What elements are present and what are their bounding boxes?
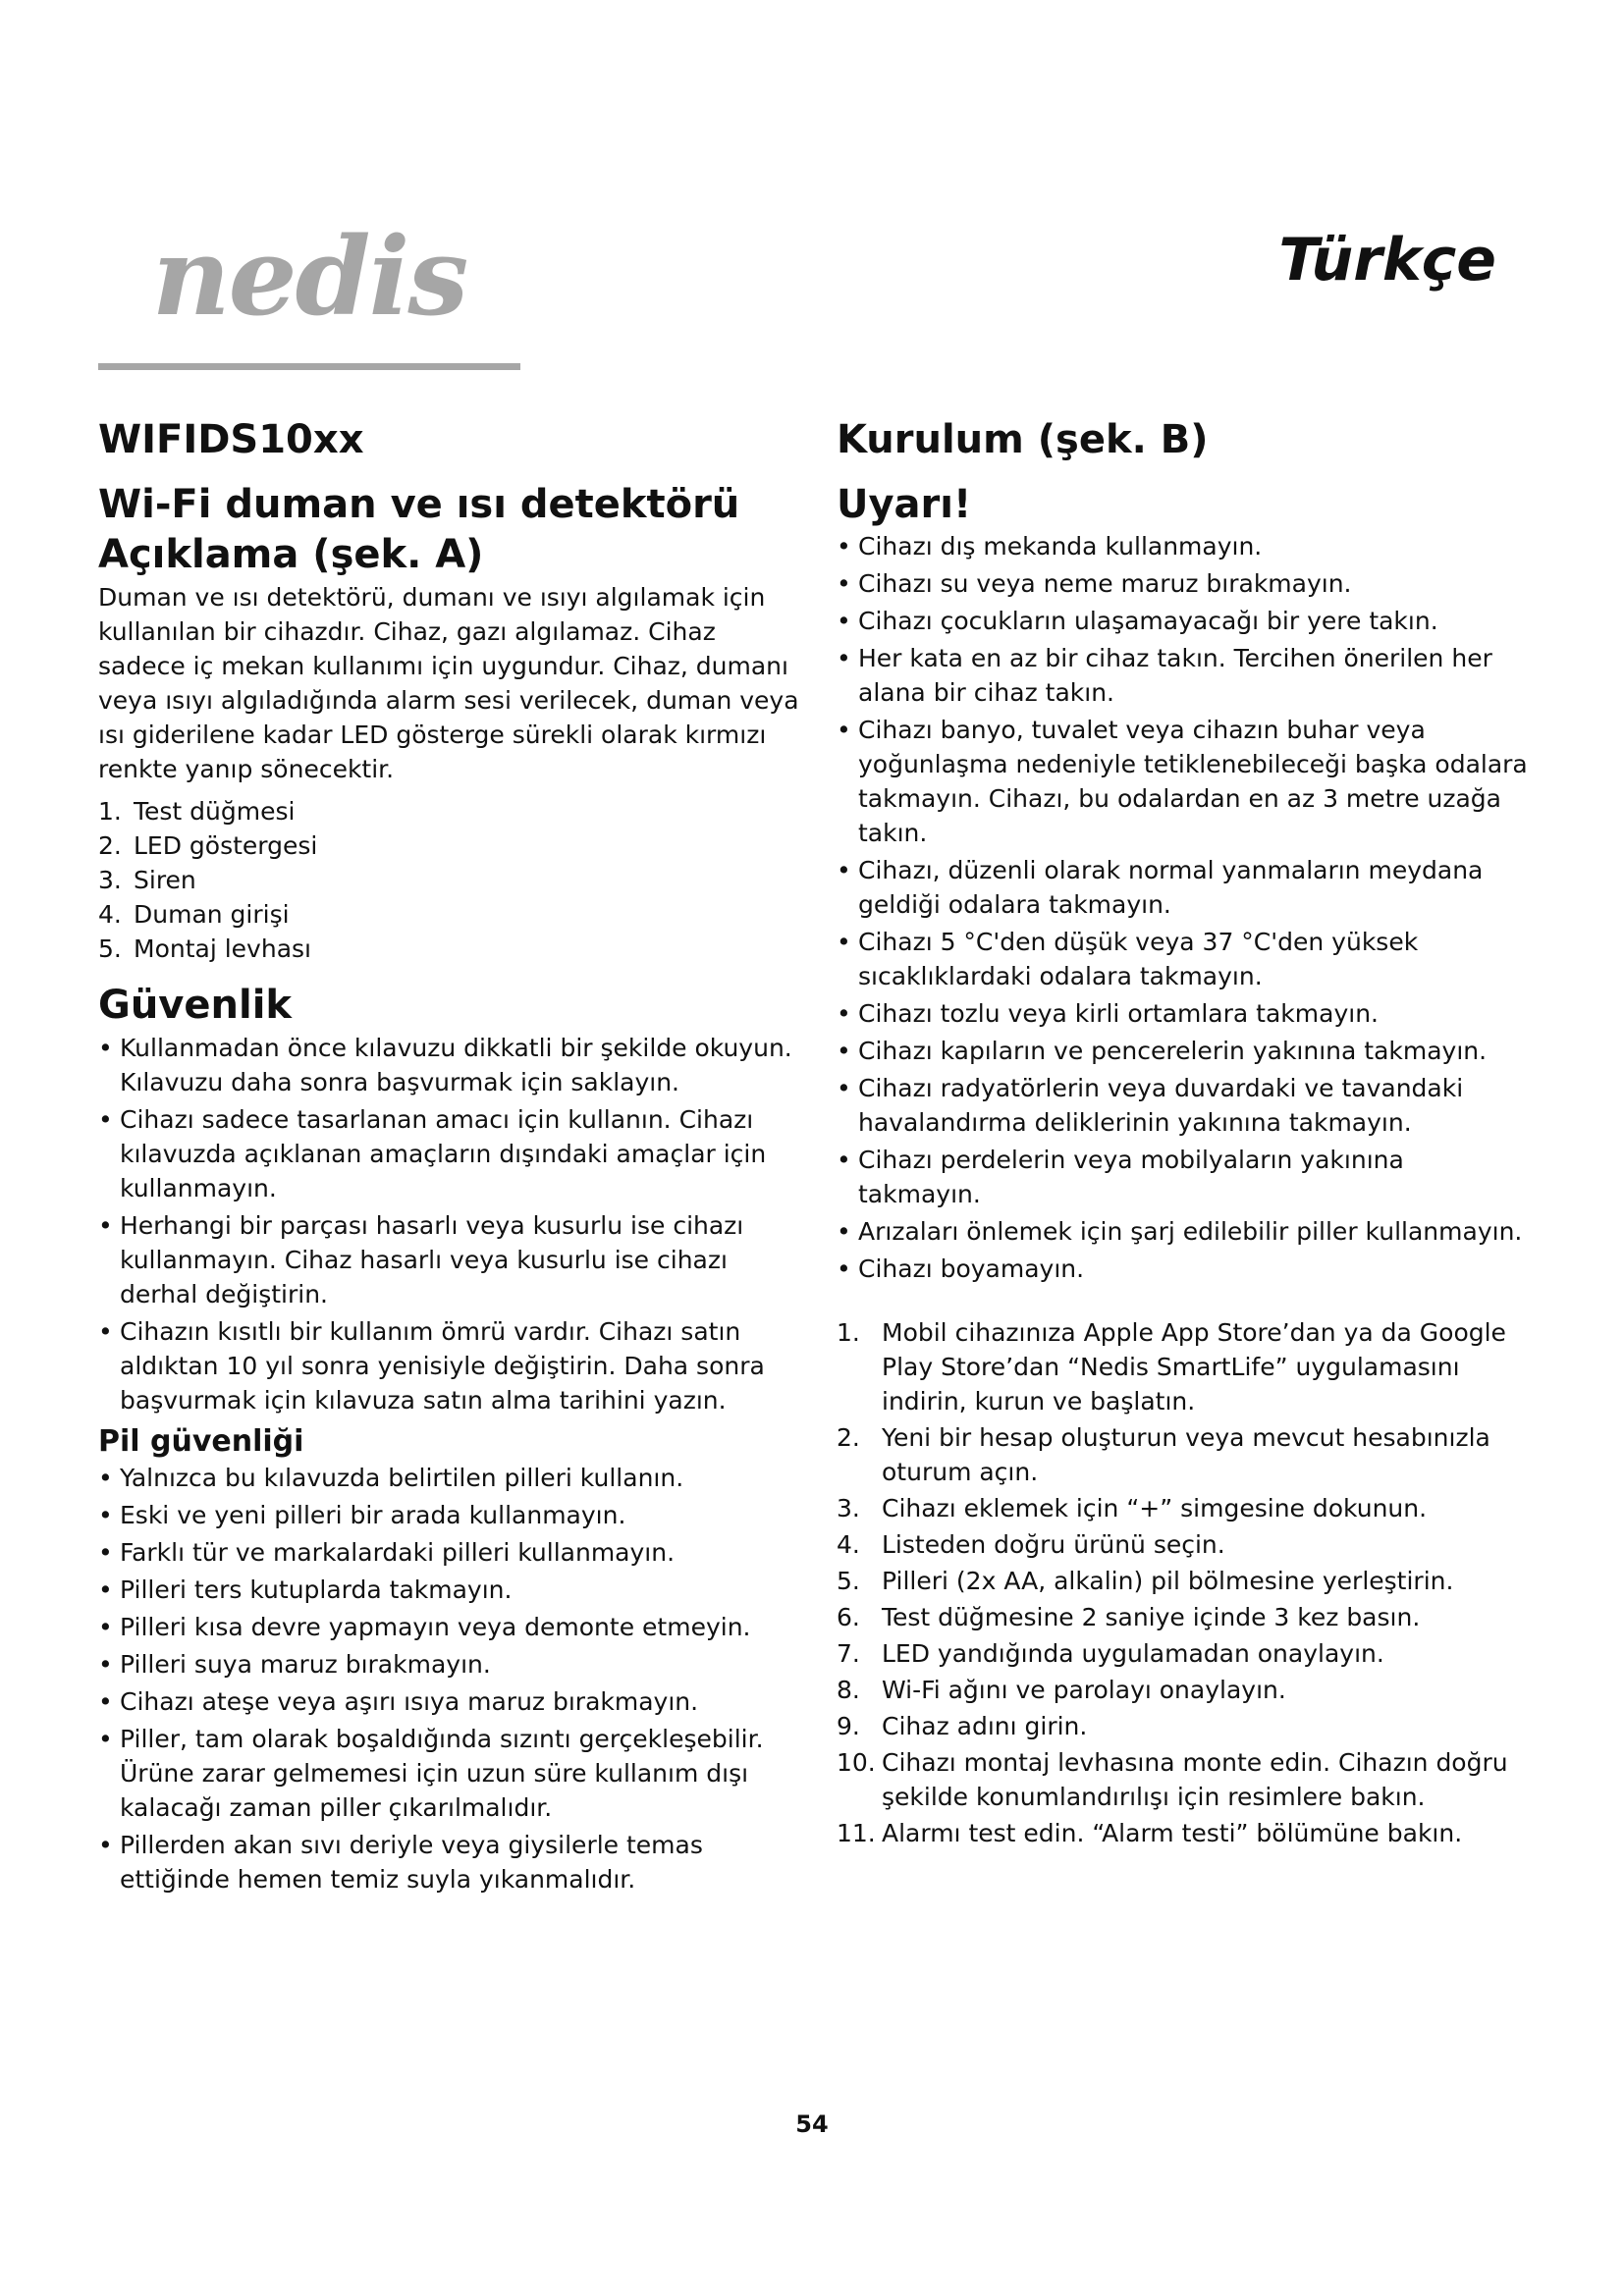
step-number: 1. [837,1318,860,1347]
item-text: Cihazı kapıların ve pencerelerin yakınına takmayın. [858,1037,1488,1065]
battery-item [98,1573,807,1607]
step-item [837,1816,1534,1850]
item-text: Cihazı, düzenli olarak normal yanmaların meydana geldiği odalara takmayın. [858,856,1484,919]
item-text: Cihazı banyo, tuvalet veya cihazın buhar veya yoğunlaşma nedeniyle tetiklenebileceği başka odalara takmayın. Cihazı, bu odalardan en az 3 metre uzağa takın. [858,716,1528,847]
parts-item [98,863,807,897]
item-text: Montaj levhası [134,934,311,963]
step-number: 11. [837,1819,876,1847]
step-item [837,1420,1534,1489]
warning-item [837,1034,1534,1068]
parts-item [98,932,807,966]
product-title: Wi-Fi duman ve ısı detektörü [98,482,740,527]
bullet-icon: • [98,1650,113,1679]
installation-steps [837,1315,1534,1850]
warning-list [837,529,1534,1286]
battery-item [98,1684,807,1719]
warning-item [837,925,1534,993]
bullet-icon: • [98,1831,113,1859]
battery-item [98,1722,807,1825]
bullet-icon: • [837,1217,851,1246]
parts-list [98,794,807,966]
item-text: Cihazı boyamayın. [858,1255,1085,1283]
bullet-icon: • [837,928,851,956]
safety-item [98,1208,807,1311]
step-item [837,1709,1534,1743]
step-number: 3. [837,1494,860,1522]
step-item [837,1315,1534,1418]
step-text: Test düğmesine 2 saniye içinde 3 kez basın. [882,1603,1421,1631]
parts-item [98,794,807,828]
step-item [837,1673,1534,1707]
item-text: Cihazı 5 °C'den düşük veya 37 °C'den yüksek sıcaklıklardaki odalara takmayın. [858,928,1419,990]
language-title: Türkçe [1278,226,1496,294]
item-number: 3. [98,866,122,894]
step-number: 4. [837,1530,860,1559]
step-item [837,1527,1534,1562]
battery-item [98,1610,807,1644]
item-text: Cihazın kısıtlı bir kullanım ömrü vardır. Cihazı satın aldıktan 10 yıl sonra yenisiyle değiştirin. Daha sonra başvurmak için kılavuza satın alma tarihini yazın. [120,1317,765,1415]
warning-item [837,713,1534,850]
logo-text: nedis [151,213,467,340]
item-text: LED göstergesi [134,831,318,860]
bullet-icon: • [98,1105,113,1134]
step-item [837,1491,1534,1525]
step-text: Cihazı montaj levhasına monte edin. Cihazın doğru şekilde konumlandırılışı için resimlere bakın. [882,1748,1508,1811]
bullet-icon: • [98,1211,113,1240]
warning-item [837,1214,1534,1249]
step-text: Mobil cihazınıza Apple App Store’dan ya da Google Play Store’dan “Nedis SmartLife” uygulamasını indirin, kurun ve başlatın. [882,1318,1506,1415]
step-number: 6. [837,1603,860,1631]
safety-item [98,1031,807,1099]
description-heading: Açıklama (şek. A) [98,532,484,577]
item-number: 5. [98,934,122,963]
bullet-icon: • [837,856,851,884]
item-text: Cihazı ateşe veya aşırı ısıya maruz bırakmayın. [120,1687,699,1716]
bullet-icon: • [98,1613,113,1641]
warning-item [837,641,1534,710]
item-text: Test düğmesi [134,797,296,826]
item-text: Her kata en az bir cihaz takın. Tercihen önerilen her alana bir cihaz takın. [858,644,1492,707]
warning-item [837,853,1534,922]
battery-item [98,1828,807,1896]
battery-item [98,1647,807,1682]
parts-item [98,828,807,863]
item-text: Yalnızca bu kılavuzda belirtilen pilleri kullanın. [120,1464,684,1492]
warning-item [837,1143,1534,1211]
step-item [837,1600,1534,1634]
bullet-icon: • [98,1575,113,1604]
page-number: 54 [795,2110,829,2138]
safety-list [98,1031,807,1417]
bullet-icon: • [98,1464,113,1492]
warning-item [837,566,1534,601]
description-text: Duman ve ısı detektörü, dumanı ve ısıyı algılamak için kullanılan bir cihazdır. Cihaz, gazı algılamaz. Cihaz sadece iç mekan kullanımı için uygundur. Cihaz, dumanı veya ısıyı algıladığında alarm sesi verilecek, duman veya ısı giderilene kadar LED gösterge sürekli olarak kırmızı renkte yanıp sönecektir. [98,583,799,783]
step-text: Yeni bir hesap oluşturun veya mevcut hesabınızla oturum açın. [882,1423,1490,1486]
bullet-icon: • [837,532,851,561]
step-number: 2. [837,1423,860,1452]
warning-item [837,996,1534,1031]
model-number: WIFIDS10xx [98,417,364,462]
bullet-icon: • [837,569,851,598]
item-number: 2. [98,831,122,860]
step-number: 7. [837,1639,860,1668]
bullet-icon: • [98,1317,113,1346]
bullet-icon: • [837,607,851,635]
step-text: Cihazı eklemek için “+” simgesine dokunun. [882,1494,1428,1522]
step-number: 8. [837,1676,860,1704]
safety-heading: Güvenlik [98,983,293,1028]
step-number: 10. [837,1748,876,1777]
item-number: 1. [98,797,122,826]
battery-safety-heading: Pil güvenliği [98,1424,304,1459]
step-text: LED yandığında uygulamadan onaylayın. [882,1639,1384,1668]
item-text: Arızaları önlemek için şarj edilebilir piller kullanmayın. [858,1217,1523,1246]
item-text: Herhangi bir parçası hasarlı veya kusurlu ise cihazı kullanmayın. Cihaz hasarlı veya kusurlu ise cihazı derhal değiştirin. [120,1211,744,1308]
right-column [837,407,1534,1852]
left-column [98,407,807,1899]
item-text: Cihazı radyatörlerin veya duvardaki ve tavandaki havalandırma deliklerinin yakınına takmayın. [858,1074,1464,1137]
warning-item [837,1071,1534,1140]
item-number: 4. [98,900,122,929]
item-text: Cihazı sadece tasarlanan amacı için kullanın. Cihazı kılavuzda açıklanan amaçların dışındaki amaçlar için kullanmayın. [120,1105,767,1202]
warning-item [837,1252,1534,1286]
item-text: Cihazı çocukların ulaşamayacağı bir yere takın. [858,607,1438,635]
battery-item [98,1498,807,1532]
battery-item [98,1461,807,1495]
bullet-icon: • [98,1687,113,1716]
battery-safety-list [98,1461,807,1896]
bullet-icon: • [98,1501,113,1529]
bullet-icon: • [837,1146,851,1174]
step-text: Pilleri (2x AA, alkalin) pil bölmesine yerleştirin. [882,1567,1454,1595]
nedis-logo [98,213,520,375]
item-text: Cihazı perdelerin veya mobilyaların yakınına takmayın. [858,1146,1404,1208]
safety-item [98,1102,807,1205]
battery-item [98,1535,807,1570]
bullet-icon: • [837,999,851,1028]
bullet-icon: • [837,716,851,744]
item-text: Kullanmadan önce kılavuzu dikkatli bir şekilde okuyun. Kılavuzu daha sonra başvurmak için saklayın. [120,1034,792,1096]
bullet-icon: • [837,1074,851,1102]
item-text: Cihazı tozlu veya kirli ortamlara takmayın. [858,999,1379,1028]
bullet-icon: • [98,1725,113,1753]
step-text: Alarmı test edin. “Alarm testi” bölümüne bakın. [882,1819,1463,1847]
bullet-icon: • [98,1538,113,1567]
item-text: Pilleri ters kutuplarda takmayın. [120,1575,513,1604]
safety-item [98,1314,807,1417]
step-text: Listeden doğru ürünü seçin. [882,1530,1225,1559]
step-item [837,1745,1534,1814]
item-text: Pilleri suya maruz bırakmayın. [120,1650,491,1679]
warning-item [837,604,1534,638]
bullet-icon: • [837,1255,851,1283]
step-number: 9. [837,1712,860,1740]
bullet-icon: • [98,1034,113,1062]
item-text: Farklı tür ve markalardaki pilleri kullanmayın. [120,1538,676,1567]
item-text: Eski ve yeni pilleri bir arada kullanmayın. [120,1501,626,1529]
item-text: Duman girişi [134,900,290,929]
item-text: Cihazı dış mekanda kullanmayın. [858,532,1263,561]
bullet-icon: • [837,1037,851,1065]
logo-underline [98,363,520,370]
warning-heading: Uyarı! [837,482,972,527]
step-item [837,1564,1534,1598]
bullet-icon: • [837,644,851,672]
step-text: Wi-Fi ağını ve parolayı onaylayın. [882,1676,1286,1704]
step-number: 5. [837,1567,860,1595]
warning-item [837,529,1534,563]
step-item [837,1636,1534,1671]
installation-heading: Kurulum (şek. B) [837,417,1209,462]
step-text: Cihaz adını girin. [882,1712,1088,1740]
item-text: Piller, tam olarak boşaldığında sızıntı gerçekleşebilir. Ürüne zarar gelmemesi için uzun süre kullanım dışı kalacağı zaman piller çıkarılmalıdır. [120,1725,764,1822]
item-text: Siren [134,866,196,894]
item-text: Pillerden akan sıvı deriyle veya giysilerle temas ettiğinde hemen temiz suyla yıkanmalıdır. [120,1831,703,1894]
parts-item [98,897,807,932]
item-text: Cihazı su veya neme maruz bırakmayın. [858,569,1352,598]
item-text: Pilleri kısa devre yapmayın veya demonte etmeyin. [120,1613,751,1641]
